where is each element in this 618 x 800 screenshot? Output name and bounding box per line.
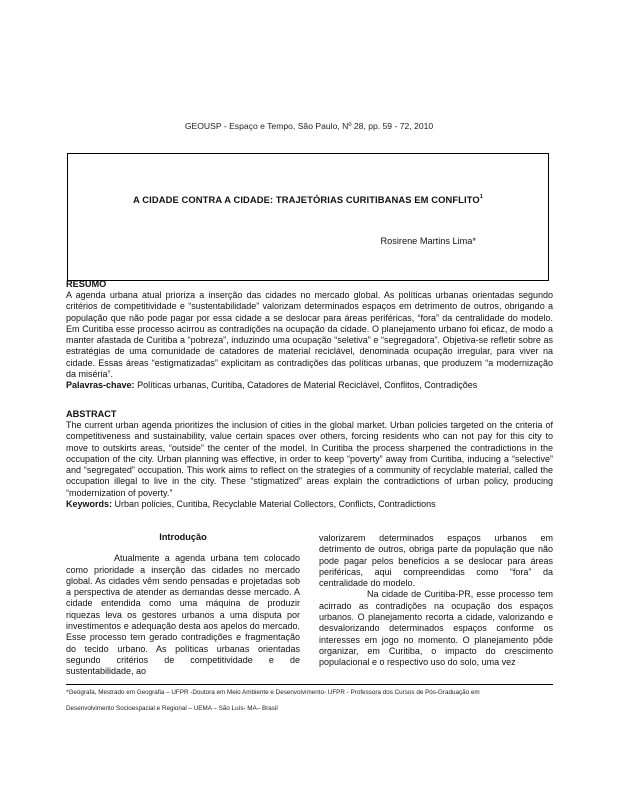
body-left-column — [66, 532, 300, 683]
resumo-keywords-list: Políticas urbanas, Curitiba, Catadores de Material Reciclável, Conflitos, Contradições — [137, 380, 478, 391]
body-paragraph: valorizarem determinados espaços urbanos em detrimento de outros, obriga parte da população que não pode pagar pelos benefícios a se deslocar para áreas periféricas, aqui compreendidas como “fora” da centralidade do modelo. — [319, 533, 553, 589]
resumo-text: A agenda urbana atual prioriza a inserção das cidades no mercado global. As políticas urbanas orientadas segundo critérios de competitividade e “sustentabilidade” valorizam determinados espaços em detrimento de outros, obrigando a população que não pode pagar por essa cidade a se deslocar para áreas periféricas, “fora” da centralidade do modelo. Em Curitiba esse processo acirrou as contradições na ocupação da cidade. O planejamento urbano foi eficaz, de modo a manter afastada de Curitiba a “pobreza”, induzindo uma ocupação “seletiva” e “segregadora”. Objetiva-se refletir sobre as estratégias de uma comunidade de catadores de material reciclável, denominada ocupação irregular, para viver na cidade. Essas áreas “estigmatizadas” explicitam as contradições das políticas urbanas, que produzem “a modernização da miséria”. — [66, 290, 553, 380]
footnote-line-2: Desenvolvimento Socioespacial e Regional – UEMA – São Luís- MA– Brasil — [66, 705, 278, 712]
abstract-keywords — [66, 499, 553, 510]
title-footnote-marker: 1 — [479, 194, 483, 200]
resumo-heading: RESUMO — [66, 279, 107, 289]
journal-citation: GEOUSP - Espaço e Tempo, São Paulo, Nº 28, pp. 59 - 72, 2010 — [184, 121, 434, 131]
abstract-text: The current urban agenda prioritizes the inclusion of cities in the global market. Urban policies targeted on the criteria of competitiveness and sustainability, value certain spaces over others, forcing residents who can not pay for this city to move to outskirts areas, “outside” the center of the model. In Curitiba the process sharpened the contradictions in the occupation of the city. Urban planning was effective, in order to keep “poverty” away from Curitiba, inducing a “selective” and “segregated” occupation. This work aims to reflect on the strategies of a community of recyclable material, called the occupation illegal to live in the city. These “stigmatized” areas explain the contradictions of urban policy, producing “modernization of poverty.” — [66, 420, 553, 498]
resumo-section — [66, 279, 553, 392]
footnote-line-1: *Geógrafa, Mestrado em Geografia – UFPR -Doutora em Meio Ambiente e Desenvolvimento- UFPR - Professora dos Cursos de Pós-Graduação em — [66, 689, 480, 696]
section-heading-introducao: Introdução — [159, 532, 207, 542]
body-right-column — [319, 533, 553, 684]
abstract-keywords-label: Keywords: — [66, 499, 113, 510]
footnote-divider — [66, 684, 553, 685]
abstract-section — [66, 409, 553, 510]
abstract-heading: ABSTRACT — [66, 409, 117, 419]
article-title-text: A CIDADE CONTRA A CIDADE: TRAJETÓRIAS CURITIBANAS EM CONFLITO — [133, 194, 480, 205]
resumo-keywords-label: Palavras-chave: — [66, 380, 135, 391]
author-name: Rosirene Martins Lima* — [380, 236, 476, 246]
body-paragraph: Na cidade de Curitiba-PR, esse processo tem acirrado as contradições na ocupação dos espaços urbanos. O planejamento recorta a cidade, valorizando e desvalorizando determinados espaços conforme os interesses em jogo no momento. O planejamento pôde organizar, em Curitiba, o impacto do crescimento populacional e o respectivo uso do solo, uma vez — [319, 589, 553, 668]
abstract-keywords-list: Urban policies, Curitiba, Recyclable Material Collectors, Conflicts, Contradictions — [114, 499, 436, 510]
body-paragraph: Atualmente a agenda urbana tem colocado como prioridade a inserção das cidades no mercado global. As cidades vêm sendo pensadas e projetadas sob a perspectiva de atender as demandas desse mercado. A cidade entendida como uma máquina de produzir riquezas leva os gestores urbanos a uma disputa por investimentos e adequação desta aos apelos do mercado. Esse processo tem gerado contradições e fragmentação do tecido urbano. As políticas urbanas orientadas segundo critérios de competitividade e de sustentabilidade, ao — [66, 553, 300, 677]
title-box — [67, 153, 549, 281]
article-title — [68, 194, 548, 205]
resumo-keywords — [66, 380, 553, 391]
